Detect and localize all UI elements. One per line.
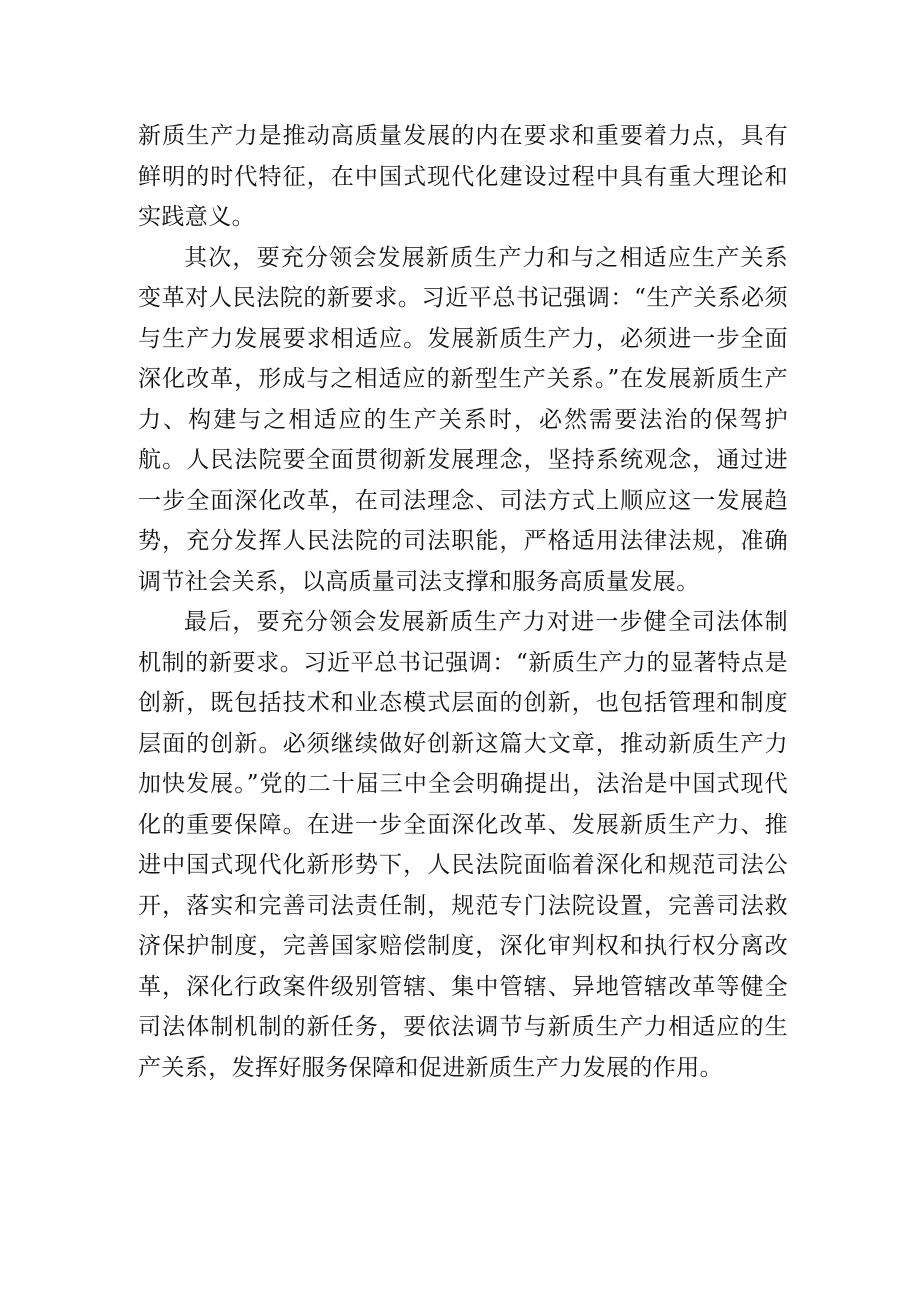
paragraph-3: 最后，要充分领会发展新质生产力对进一步健全司法体制机制的新要求。习近平总书记强调：“新质生产力的显著特点是创新，既包括技术和业态模式层面的创新，也包括管理和制度层面的创新。必须继续做好创新这篇大文章，推动新质生产力加快发展。”党的二十届三中全会明确提出，法治是中国式现代化的重要保障。在进一步全面深化改革、发展新质生产力、推进中国式现代化新形势下，人民法院面临着深化和规范司法公开，落实和完善司法责任制，规范专门法院设置，完善司法救济保护制度，完善国家赔偿制度，深化审判权和执行权分离改革，深化行政案件级别管辖、集中管辖、异地管辖改革等健全司法体制机制的新任务，要依法调节与新质生产力相适应的生产关系，发挥好服务保障和促进新质生产力发展的作用。 [138,609,788,1081]
paragraph-2: 其次，要充分领会发展新质生产力和与之相适应生产关系变革对人民法院的新要求。习近平总书记强调：“生产关系必须与生产力发展要求相适应。发展新质生产力，必须进一步全面深化改革，形成与之相适应的新型生产关系。”在发展新质生产力、构建与之相适应的生产关系时，必然需要法治的保驾护航。人民法院要全面贯彻新发展理念，坚持系统观念，通过进一步全面深化改革，在司法理念、司法方式上顺应这一发展趋势，充分发挥人民法院的司法职能，严格适用法律法规，准确调节社会关系，以高质量司法支撑和服务高质量发展。 [138,244,788,595]
document-body [138,116,788,1088]
paragraph-1: 新质生产力是推动高质量发展的内在要求和重要着力点，具有鲜明的时代特征，在中国式现代化建设过程中具有重大理论和实践意义。 [138,123,788,230]
